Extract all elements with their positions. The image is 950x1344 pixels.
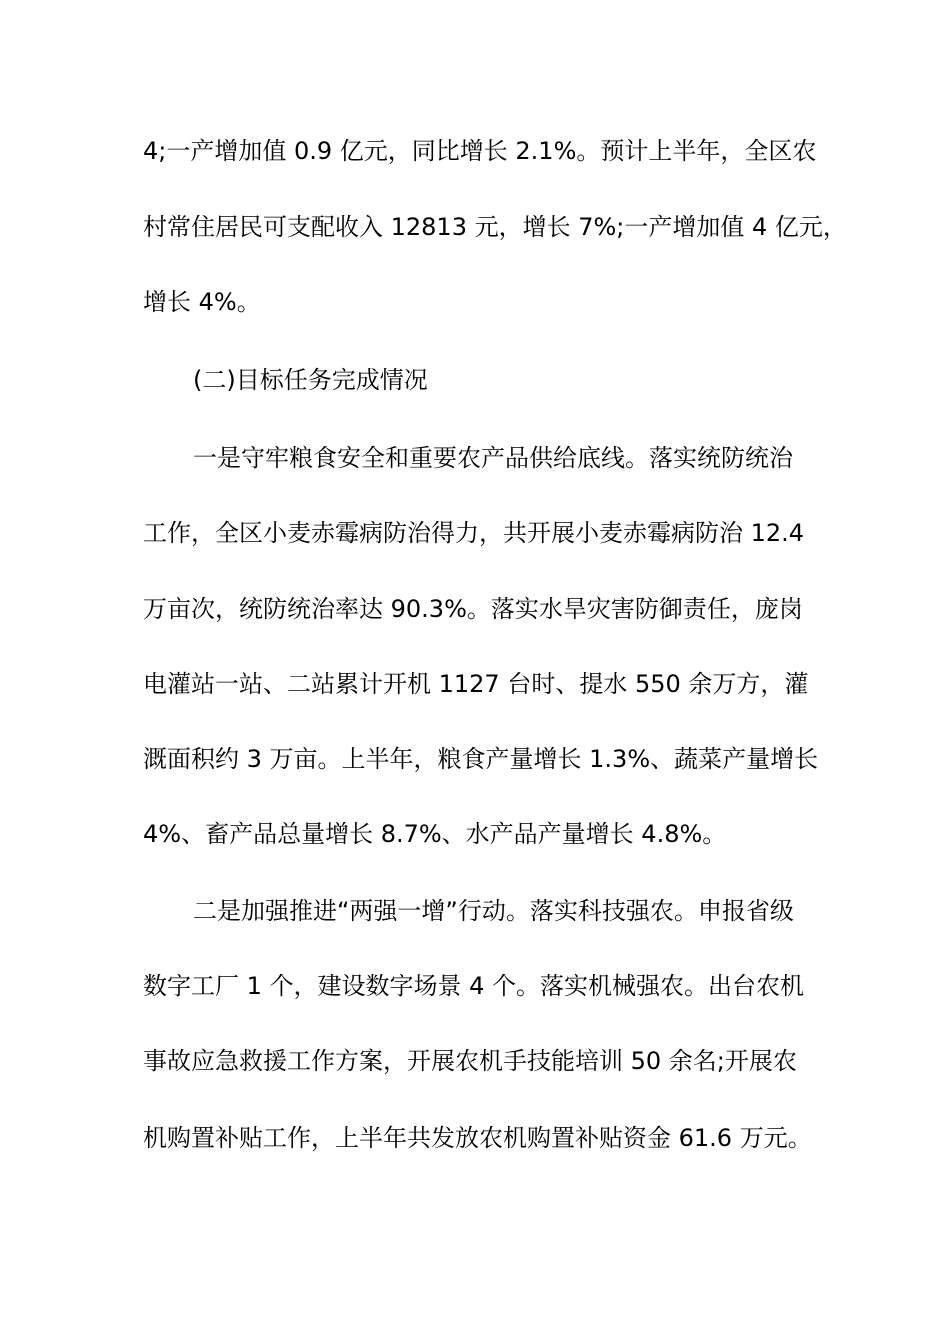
text-line: 工作，全区小麦赤霉病防治得力，共开展小麦赤霉病防治 12.4: [143, 519, 805, 547]
text-line: 增长 4%。: [143, 288, 261, 316]
section-heading: (二)目标任务完成情况: [193, 366, 428, 394]
text-line: 电灌站一站、二站累计开机 1127 台时、提水 550 余万方，灌: [143, 670, 809, 698]
text-line: 一是守牢粮食安全和重要农产品供给底线。落实统防统治: [193, 444, 793, 472]
text-line: 事故应急救援工作方案，开展农机手技能培训 50 余名;开展农: [143, 1047, 797, 1075]
text-line: 4%、畜产品总量增长 8.7%、水产品产量增长 4.8%。: [143, 820, 727, 848]
text-line: 二是加强推进“两强一增”行动。落实科技强农。申报省级: [193, 897, 794, 925]
text-line: 4;一产增加值 0.9 亿元，同比增长 2.1%。预计上半年，全区农: [143, 137, 817, 165]
text-line: 溉面积约 3 万亩。上半年，粮食产量增长 1.3%、蔬菜产量增长: [143, 745, 819, 773]
text-line: 数字工厂 1 个，建设数字场景 4 个。落实机械强农。出台农机: [143, 972, 805, 1000]
text-line: 村常住居民可支配收入 12813 元，增长 7%;一产增加值 4 亿元，: [143, 213, 847, 241]
text-line: 机购置补贴工作，上半年共发放农机购置补贴资金 61.6 万元。: [143, 1124, 812, 1152]
text-line: 万亩次，统防统治率达 90.3%。落实水旱灾害防御责任，庞岗: [143, 595, 803, 623]
